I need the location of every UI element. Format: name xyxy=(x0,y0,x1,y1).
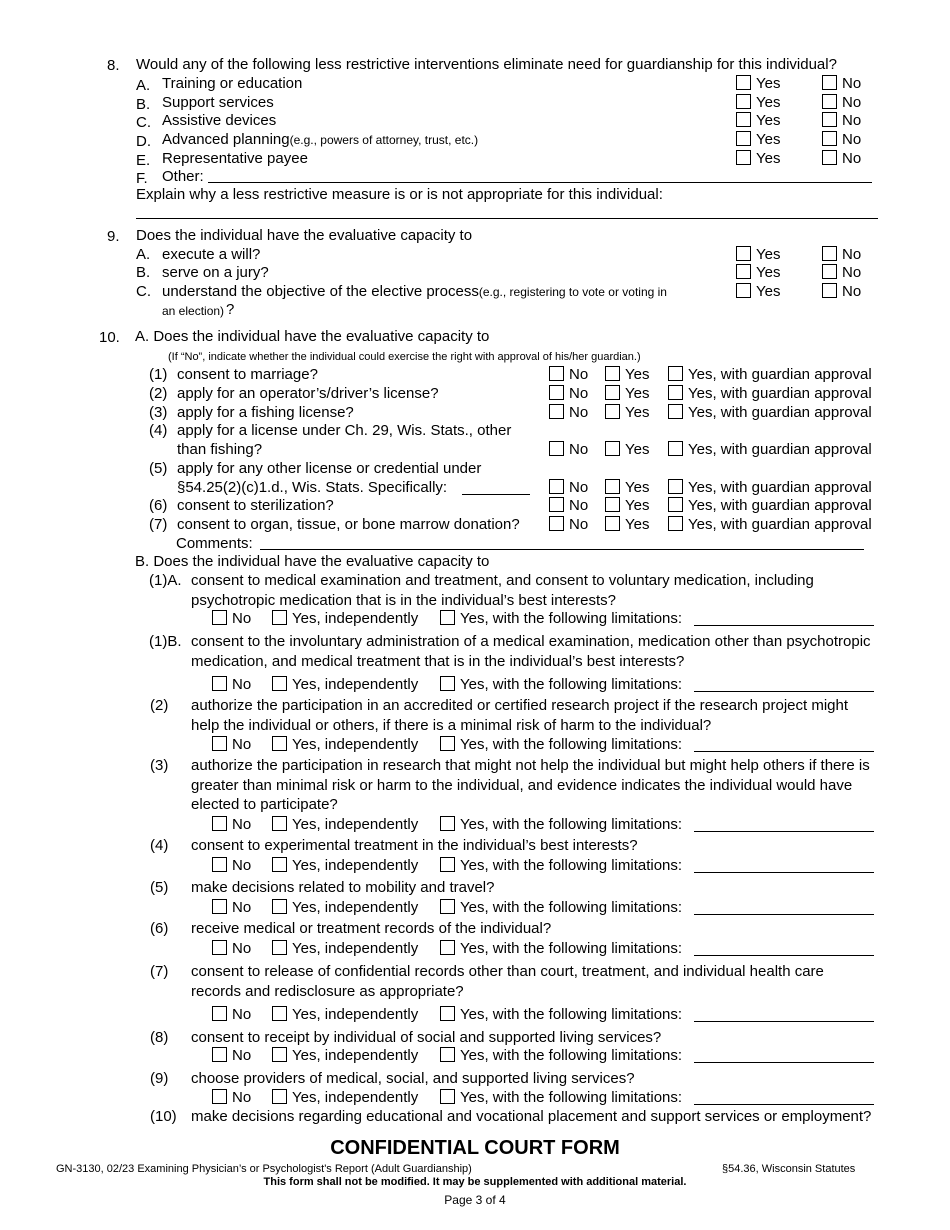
item-number: (7) xyxy=(150,963,169,980)
yes-limitations-option[interactable] xyxy=(440,816,682,833)
checkbox[interactable] xyxy=(272,1006,287,1021)
item-label: Assistive devices xyxy=(162,112,277,129)
yes-independently-option[interactable] xyxy=(272,1006,418,1023)
no-option[interactable] xyxy=(822,264,861,281)
item-question-mark: ? xyxy=(226,301,235,318)
item-letter: E. xyxy=(136,152,151,169)
option-label: Yes xyxy=(756,112,781,129)
item-number: (2) xyxy=(150,697,169,714)
checkbox[interactable] xyxy=(668,441,683,456)
checkbox[interactable] xyxy=(212,899,227,914)
yes-guardian-option[interactable] xyxy=(668,385,872,402)
item-letter: B. xyxy=(136,96,151,113)
option-label: No xyxy=(232,610,252,627)
item-label-continued: medication, and medical treatment that is in the individual’s best interests? xyxy=(191,652,685,670)
no-option[interactable] xyxy=(822,131,861,148)
no-option[interactable] xyxy=(549,441,588,458)
option-label: No xyxy=(232,1089,252,1106)
yes-limitations-option[interactable] xyxy=(440,940,682,957)
option-label: No xyxy=(569,385,589,402)
option-label: No xyxy=(232,1006,252,1023)
checkbox[interactable] xyxy=(272,610,287,625)
option-label: No xyxy=(232,816,252,833)
option-label: Yes, independently xyxy=(292,1006,419,1023)
checkbox[interactable] xyxy=(272,1047,287,1062)
option-label: Yes, with guardian approval xyxy=(688,479,872,496)
instruction-note: (If “No”, indicate whether the individual could exercise the right with approval of his/her guardian.) xyxy=(168,351,641,363)
item-number: (2) xyxy=(149,385,168,402)
checkbox[interactable] xyxy=(272,899,287,914)
yes-independently-option[interactable] xyxy=(272,610,418,627)
item-label: Support services xyxy=(162,94,274,111)
no-option[interactable] xyxy=(212,610,251,627)
checkbox[interactable] xyxy=(440,816,455,831)
yes-option[interactable] xyxy=(605,385,649,402)
no-option[interactable] xyxy=(549,366,588,383)
checkbox[interactable] xyxy=(605,385,620,400)
item-label: execute a will? xyxy=(162,246,261,263)
option-label: No xyxy=(232,899,252,916)
option-label: No xyxy=(842,94,862,111)
option-label: Yes, with the following limitations: xyxy=(460,736,683,753)
yes-option[interactable] xyxy=(605,497,649,514)
item-label: consent to the involuntary administration of a medical examination, medication other than psychotropic xyxy=(191,633,871,650)
item-label: apply for a license under Ch. 29, Wis. Stats., other xyxy=(177,422,512,439)
option-label: No xyxy=(232,857,252,874)
yes-option[interactable] xyxy=(736,264,780,281)
item-label: consent to medical examination and treatment, and consent to voluntary medication, including xyxy=(191,572,814,589)
item-label: apply for a fishing license? xyxy=(177,404,354,421)
no-option[interactable] xyxy=(549,516,588,533)
limitations-answer-line[interactable] xyxy=(694,955,874,956)
item-letter: A. xyxy=(136,77,151,94)
item-label: Advanced planning(e.g., powers of attorney, trust, etc.) xyxy=(162,131,479,148)
yes-option[interactable] xyxy=(736,283,780,300)
item-letter: A. xyxy=(136,246,151,263)
explain-answer-line[interactable] xyxy=(136,218,878,219)
option-label: No xyxy=(842,131,862,148)
option-label: Yes, with guardian approval xyxy=(688,404,872,421)
option-label: No xyxy=(842,75,862,92)
checkbox[interactable] xyxy=(605,404,620,419)
option-label: Yes xyxy=(625,441,650,458)
no-option[interactable] xyxy=(822,283,861,300)
no-option[interactable] xyxy=(549,497,588,514)
no-option[interactable] xyxy=(822,75,861,92)
option-label: Yes, independently xyxy=(292,899,419,916)
option-label: No xyxy=(569,516,589,533)
option-label: No xyxy=(842,150,862,167)
yes-independently-option[interactable] xyxy=(272,816,418,833)
checkbox[interactable] xyxy=(272,816,287,831)
yes-guardian-option[interactable] xyxy=(668,404,872,421)
yes-option[interactable] xyxy=(605,441,649,458)
option-label: Yes, independently xyxy=(292,857,419,874)
yes-option[interactable] xyxy=(736,112,780,129)
item-label: consent to experimental treatment in the individual’s best interests? xyxy=(191,837,638,854)
no-option[interactable] xyxy=(212,1047,251,1064)
option-label: Yes xyxy=(625,385,650,402)
checkbox[interactable] xyxy=(605,479,620,494)
item-number: (5) xyxy=(149,460,168,477)
option-label: Yes, with the following limitations: xyxy=(460,899,683,916)
item-label: apply for any other license or credential under xyxy=(177,460,482,477)
option-label: Yes xyxy=(625,516,650,533)
limitations-answer-line[interactable] xyxy=(694,872,874,873)
checkbox[interactable] xyxy=(440,610,455,625)
item-label: Representative payee xyxy=(162,150,308,167)
no-option[interactable] xyxy=(212,676,251,693)
option-label: Yes, with guardian approval xyxy=(688,385,872,402)
section-heading: A. Does the individual have the evaluative capacity to xyxy=(135,328,490,345)
option-label: Yes xyxy=(756,150,781,167)
option-label: No xyxy=(842,264,862,281)
item-number: (8) xyxy=(150,1029,169,1046)
item-label: authorize the participation in research that might not help the individual but might help others if there is xyxy=(191,757,870,774)
option-label: Yes, with the following limitations: xyxy=(460,1006,683,1023)
option-label: Yes xyxy=(625,479,650,496)
option-label: No xyxy=(569,497,589,514)
option-label: Yes, with the following limitations: xyxy=(460,816,683,833)
item-label-continued: §54.25(2)(c)1.d., Wis. Stats. Specifically: xyxy=(177,479,448,496)
item-number: (9) xyxy=(150,1070,169,1087)
checkbox[interactable] xyxy=(549,497,564,512)
limitations-answer-line[interactable] xyxy=(694,1062,874,1063)
item-label-continued: elected to participate? xyxy=(191,796,338,813)
question-number: 9. xyxy=(107,228,120,245)
checkbox[interactable] xyxy=(212,1047,227,1062)
checkbox[interactable] xyxy=(212,940,227,955)
no-option[interactable] xyxy=(822,94,861,111)
option-label: Yes xyxy=(756,246,781,263)
item-label: receive medical or treatment records of the individual? xyxy=(191,920,552,937)
question-text: Would any of the following less restrictive interventions eliminate need for guardianship for this individual? xyxy=(136,56,837,73)
checkbox[interactable] xyxy=(822,131,837,146)
no-option[interactable] xyxy=(549,479,588,496)
option-label: Yes, with guardian approval xyxy=(688,497,872,514)
question-text: Does the individual have the evaluative capacity to xyxy=(136,227,473,244)
option-label: Yes, with guardian approval xyxy=(688,441,872,458)
option-label: No xyxy=(569,366,589,383)
option-label: Yes, independently xyxy=(292,1047,419,1064)
checkbox[interactable] xyxy=(212,857,227,872)
option-label: No xyxy=(842,112,862,129)
option-label: Yes, with the following limitations: xyxy=(460,676,683,693)
option-label: No xyxy=(569,479,589,496)
item-label: Other: xyxy=(162,168,204,185)
yes-guardian-option[interactable] xyxy=(668,366,872,383)
yes-option[interactable] xyxy=(736,131,780,148)
option-label: Yes, with the following limitations: xyxy=(460,610,683,627)
checkbox[interactable] xyxy=(440,899,455,914)
item-label-continued: than fishing? xyxy=(177,441,263,458)
option-label: Yes, independently xyxy=(292,1089,419,1106)
item-number: (4) xyxy=(149,422,168,439)
item-number: (6) xyxy=(149,497,168,514)
yes-limitations-option[interactable] xyxy=(440,736,682,753)
no-option[interactable] xyxy=(212,857,251,874)
option-label: No xyxy=(569,441,589,458)
no-option[interactable] xyxy=(212,816,251,833)
checkbox[interactable] xyxy=(440,1047,455,1062)
other-answer-line[interactable] xyxy=(208,182,872,183)
checkbox[interactable] xyxy=(736,75,751,90)
yes-independently-option[interactable] xyxy=(272,857,418,874)
question-number: 10. xyxy=(99,329,120,346)
checkbox[interactable] xyxy=(272,736,287,751)
item-label: consent to marriage? xyxy=(177,366,318,383)
option-label: Yes, with the following limitations: xyxy=(460,1089,683,1106)
checkbox[interactable] xyxy=(440,1006,455,1021)
item-label: make decisions regarding educational and vocational placement and support services or employment? xyxy=(191,1108,872,1125)
yes-option[interactable] xyxy=(736,150,780,167)
option-label: Yes xyxy=(756,75,781,92)
checkbox[interactable] xyxy=(212,1006,227,1021)
checkbox[interactable] xyxy=(668,385,683,400)
option-label: Yes, with the following limitations: xyxy=(460,857,683,874)
checkbox[interactable] xyxy=(668,497,683,512)
item-number: (10) xyxy=(150,1108,177,1125)
option-label: Yes, with the following limitations: xyxy=(460,940,683,957)
checkbox[interactable] xyxy=(605,366,620,381)
yes-independently-option[interactable] xyxy=(272,676,418,693)
yes-guardian-option[interactable] xyxy=(668,497,872,514)
limitations-answer-line[interactable] xyxy=(694,914,874,915)
item-note: (e.g., powers of attorney, trust, etc.) xyxy=(289,133,479,147)
item-number: (4) xyxy=(150,837,169,854)
item-label: understand the objective of the elective process(e.g., registering to vote or voting in xyxy=(162,283,667,300)
form-title: CONFIDENTIAL COURT FORM xyxy=(330,1137,620,1159)
no-option[interactable] xyxy=(212,736,251,753)
specify-answer-line[interactable] xyxy=(462,494,530,495)
limitations-answer-line[interactable] xyxy=(694,751,874,752)
yes-independently-option[interactable] xyxy=(272,940,418,957)
checkbox[interactable] xyxy=(549,385,564,400)
item-label: consent to sterilization? xyxy=(177,497,334,514)
question-number: 8. xyxy=(107,57,120,74)
item-number: (7) xyxy=(149,516,168,533)
checkbox[interactable] xyxy=(736,94,751,109)
yes-limitations-option[interactable] xyxy=(440,676,682,693)
option-label: Yes xyxy=(756,131,781,148)
yes-limitations-option[interactable] xyxy=(440,1047,682,1064)
checkbox[interactable] xyxy=(272,676,287,691)
explain-prompt: Explain why a less restrictive measure is or is not appropriate for this individual: xyxy=(136,186,663,203)
checkbox[interactable] xyxy=(605,516,620,531)
item-letter: C. xyxy=(136,283,151,300)
checkbox[interactable] xyxy=(822,283,837,298)
checkbox[interactable] xyxy=(549,479,564,494)
option-label: No xyxy=(842,283,862,300)
yes-independently-option[interactable] xyxy=(272,1089,418,1106)
yes-independently-option[interactable] xyxy=(272,736,418,753)
yes-option[interactable] xyxy=(736,246,780,263)
checkbox[interactable] xyxy=(822,246,837,261)
checkbox[interactable] xyxy=(668,404,683,419)
checkbox[interactable] xyxy=(440,676,455,691)
checkbox[interactable] xyxy=(272,1089,287,1104)
option-label: Yes, with guardian approval xyxy=(688,516,872,533)
option-label: Yes xyxy=(625,404,650,421)
yes-guardian-option[interactable] xyxy=(668,441,872,458)
yes-limitations-option[interactable] xyxy=(440,1006,682,1023)
item-label: make decisions related to mobility and travel? xyxy=(191,879,495,896)
item-number: (1) xyxy=(149,366,168,383)
no-option[interactable] xyxy=(549,404,588,421)
item-number: (3) xyxy=(150,757,169,774)
option-label: Yes xyxy=(756,283,781,300)
option-label: Yes, independently xyxy=(292,676,419,693)
checkbox[interactable] xyxy=(549,441,564,456)
item-label: Training or education xyxy=(162,75,303,92)
checkbox[interactable] xyxy=(212,736,227,751)
item-note-continued: an election) xyxy=(162,304,225,318)
yes-option[interactable] xyxy=(605,479,649,496)
no-option[interactable] xyxy=(212,940,251,957)
limitations-answer-line[interactable] xyxy=(694,625,874,626)
comments-label: Comments: xyxy=(176,535,253,552)
yes-option[interactable] xyxy=(736,94,780,111)
item-label: choose providers of medical, social, and supported living services? xyxy=(191,1070,635,1087)
no-option[interactable] xyxy=(822,246,861,263)
checkbox[interactable] xyxy=(822,94,837,109)
item-letter: B. xyxy=(136,264,151,281)
checkbox[interactable] xyxy=(212,610,227,625)
checkbox[interactable] xyxy=(822,264,837,279)
checkbox[interactable] xyxy=(212,676,227,691)
checkbox[interactable] xyxy=(549,366,564,381)
checkbox[interactable] xyxy=(440,857,455,872)
item-letter: C. xyxy=(136,114,151,131)
yes-limitations-option[interactable] xyxy=(440,899,682,916)
option-label: Yes xyxy=(625,366,650,383)
option-label: Yes, independently xyxy=(292,736,419,753)
item-label-continued: help the individual or others, if there is a minimal risk of harm to the individual? xyxy=(191,716,712,734)
yes-option[interactable] xyxy=(605,516,649,533)
checkbox[interactable] xyxy=(272,940,287,955)
checkbox[interactable] xyxy=(549,404,564,419)
no-option[interactable] xyxy=(822,150,861,167)
yes-option[interactable] xyxy=(605,366,649,383)
checkbox[interactable] xyxy=(736,283,751,298)
checkbox[interactable] xyxy=(736,246,751,261)
checkbox[interactable] xyxy=(212,1089,227,1104)
form-identifier: GN-3130, 02/23 Examining Physician’s or Psychologist's Report (Adult Guardianship) xyxy=(56,1163,472,1175)
limitations-answer-line[interactable] xyxy=(694,1021,874,1022)
item-number: (1)B. xyxy=(149,633,182,650)
yes-independently-option[interactable] xyxy=(272,899,418,916)
item-label: serve on a jury? xyxy=(162,264,269,281)
no-option[interactable] xyxy=(212,899,251,916)
yes-limitations-option[interactable] xyxy=(440,857,682,874)
item-number: (3) xyxy=(149,404,168,421)
option-label: Yes xyxy=(756,94,781,111)
checkbox[interactable] xyxy=(668,479,683,494)
no-option[interactable] xyxy=(549,385,588,402)
option-label: No xyxy=(232,676,252,693)
yes-guardian-option[interactable] xyxy=(668,479,872,496)
yes-option[interactable] xyxy=(605,404,649,421)
checkbox[interactable] xyxy=(605,497,620,512)
form-notice: This form shall not be modified. It may be supplemented with additional material. xyxy=(263,1176,687,1188)
checkbox[interactable] xyxy=(822,112,837,127)
checkbox[interactable] xyxy=(668,516,683,531)
limitations-answer-line[interactable] xyxy=(694,1104,874,1105)
option-label: Yes, independently xyxy=(292,816,419,833)
checkbox[interactable] xyxy=(822,150,837,165)
option-label: No xyxy=(232,1047,252,1064)
item-label: consent to release of confidential records other than court, treatment, and individual health care xyxy=(191,963,824,980)
option-label: Yes xyxy=(625,497,650,514)
no-option[interactable] xyxy=(212,1089,251,1106)
checkbox[interactable] xyxy=(736,131,751,146)
option-label: No xyxy=(232,736,252,753)
checkbox[interactable] xyxy=(440,736,455,751)
option-label: Yes xyxy=(756,264,781,281)
statute-reference: §54.36, Wisconsin Statutes xyxy=(722,1163,856,1175)
checkbox[interactable] xyxy=(605,441,620,456)
yes-limitations-option[interactable] xyxy=(440,610,682,627)
yes-limitations-option[interactable] xyxy=(440,1089,682,1106)
item-label: authorize the participation in an accredited or certified research project if the research project might xyxy=(191,697,849,714)
item-number: (6) xyxy=(150,920,169,937)
item-number: (5) xyxy=(150,879,169,896)
checkbox[interactable] xyxy=(440,1089,455,1104)
option-label: No xyxy=(569,404,589,421)
limitations-answer-line[interactable] xyxy=(694,831,874,832)
item-label-continued: greater than minimal risk or harm to the individual, and evidence indicates the individual would have xyxy=(191,776,853,794)
option-label: Yes, independently xyxy=(292,940,419,957)
option-label: No xyxy=(232,940,252,957)
yes-option[interactable] xyxy=(736,75,780,92)
item-label-continued: psychotropic medication that is in the individual’s best interests? xyxy=(191,591,616,609)
comments-answer-line[interactable] xyxy=(260,549,864,550)
option-label: Yes, with guardian approval xyxy=(688,366,872,383)
option-label: No xyxy=(842,246,862,263)
yes-guardian-option[interactable] xyxy=(668,516,872,533)
option-label: Yes, independently xyxy=(292,610,419,627)
item-label-continued: records and redisclosure as appropriate? xyxy=(191,982,464,1000)
checkbox[interactable] xyxy=(440,940,455,955)
yes-independently-option[interactable] xyxy=(272,1047,418,1064)
item-label: consent to receipt by individual of social and supported living services? xyxy=(191,1029,662,1046)
item-letter: D. xyxy=(136,133,151,150)
item-number: (1)A. xyxy=(149,572,182,589)
checkbox[interactable] xyxy=(212,816,227,831)
checkbox[interactable] xyxy=(668,366,683,381)
checkbox[interactable] xyxy=(736,150,751,165)
item-label: apply for an operator’s/driver’s license? xyxy=(177,385,439,402)
item-note: (e.g., registering to vote or voting in xyxy=(478,285,667,299)
option-label: Yes, with the following limitations: xyxy=(460,1047,683,1064)
checkbox[interactable] xyxy=(822,75,837,90)
page-number: Page 3 of 4 xyxy=(444,1193,506,1207)
limitations-answer-line[interactable] xyxy=(694,691,874,692)
item-letter: F. xyxy=(136,170,148,187)
no-option[interactable] xyxy=(822,112,861,129)
item-label: consent to organ, tissue, or bone marrow donation? xyxy=(177,516,520,533)
checkbox[interactable] xyxy=(736,112,751,127)
checkbox[interactable] xyxy=(549,516,564,531)
checkbox[interactable] xyxy=(736,264,751,279)
no-option[interactable] xyxy=(212,1006,251,1023)
checkbox[interactable] xyxy=(272,857,287,872)
section-heading: B. Does the individual have the evaluative capacity to xyxy=(135,553,490,570)
